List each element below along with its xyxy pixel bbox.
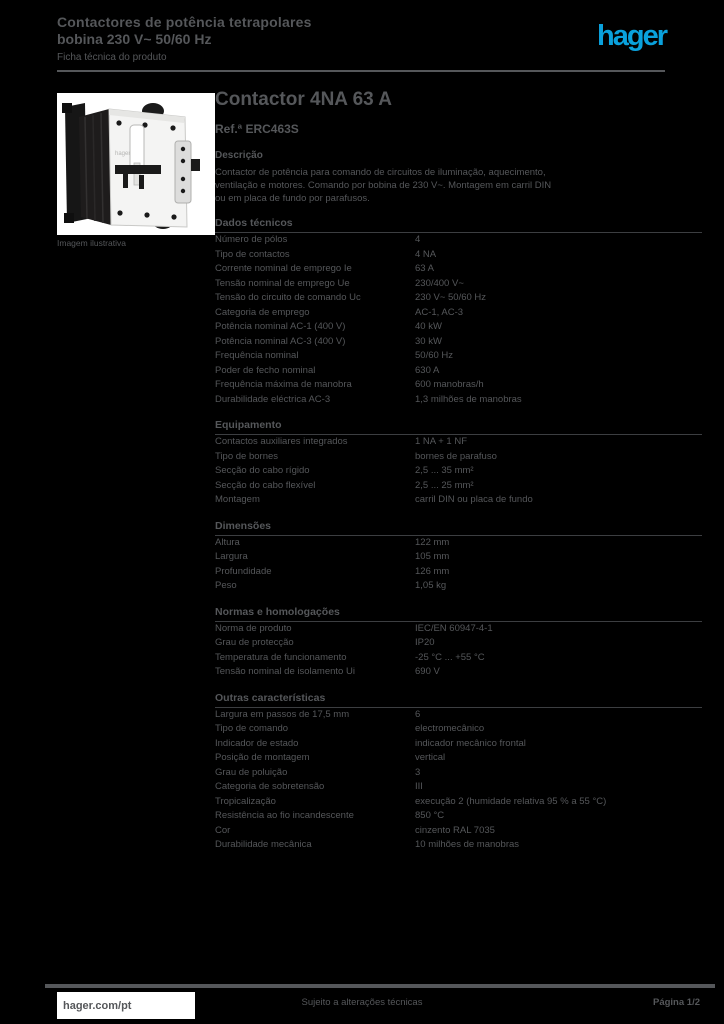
spec-label: Posição de montagem [215, 752, 310, 763]
spec-value: III [415, 781, 423, 792]
spec-label: Secção do cabo flexível [215, 479, 316, 491]
spec-value: 690 V [415, 666, 440, 677]
spec-row [215, 335, 702, 350]
spec-label: Profundidade [215, 565, 272, 577]
section-heading: Normas e homologações [215, 606, 702, 622]
spec-label: Frequência máxima de manobra [215, 379, 352, 390]
header-category-line2: bobina 230 V~ 50/60 Hz [57, 31, 212, 47]
header-divider [57, 70, 665, 72]
spec-row [215, 464, 702, 479]
spec-value: 122 mm [415, 536, 450, 548]
spec-value: 50/60 Hz [415, 350, 454, 361]
spec-row [215, 435, 702, 450]
contactor-image [57, 93, 215, 235]
spec-label: Tensão do circuito de comando Uc [215, 292, 361, 303]
spec-label: Resistência ao fio incandescente [215, 810, 354, 821]
spec-label: Temperatura de funcionamento [215, 651, 347, 663]
spec-row [215, 262, 702, 277]
spec-value: 1,3 milhões de manobras [415, 393, 522, 405]
spec-label: Tipo de contactos [215, 248, 290, 260]
spec-value: bornes de parafuso [415, 450, 497, 462]
spec-label: Secção do cabo rígido [215, 465, 310, 476]
spec-row [215, 766, 702, 781]
spec-row [215, 809, 702, 824]
spec-label: Categoria de emprego [215, 306, 310, 318]
footer-page-indicator: Página 1/2 [653, 997, 700, 1008]
product-photo [57, 93, 215, 235]
spec-row [215, 291, 702, 306]
spec-label: Tipo de comando [215, 723, 289, 734]
spec-row [215, 636, 702, 651]
spec-label: Potência nominal AC-3 (400 V) [215, 335, 346, 347]
description-heading: Descrição [215, 150, 263, 161]
spec-label: Corrente nominal de emprego Ie [215, 263, 352, 274]
description-line: ventilação e motores. Comando por bobina de 230 V~. Montagem em carril DIN [215, 180, 552, 191]
spec-label: Largura [215, 551, 248, 562]
spec-row [215, 780, 702, 795]
svg-text:hager: hager [115, 151, 131, 157]
footer-website-link[interactable]: hager.com/pt [63, 999, 132, 1012]
spec-label: Grau de protecção [215, 637, 294, 648]
spec-label: Tipo de bornes [215, 450, 279, 462]
main-content [215, 88, 702, 853]
spec-value: IP20 [415, 637, 435, 648]
spec-row [215, 479, 702, 494]
spec-row [215, 708, 702, 723]
spec-value: carril DIN ou placa de fundo [415, 494, 533, 505]
spec-value: 230/400 V~ [415, 277, 464, 289]
photo-caption: Imagem ilustrativa [57, 238, 126, 248]
spec-value: electromecânico [415, 723, 485, 734]
spec-row [215, 393, 702, 408]
spec-value: execução 2 (humidade relativa 95 % a 55 °C) [415, 795, 607, 807]
spec-value: 630 A [415, 364, 440, 376]
header-reference-line: Ficha técnica do produto [57, 52, 167, 63]
spec-label: Tropicalização [215, 795, 276, 807]
spec-value: 1 NA + 1 NF [415, 436, 468, 447]
spec-section [215, 217, 702, 407]
section-heading: Outras características [215, 692, 702, 708]
spec-value: 3 [415, 766, 421, 778]
spec-label: Potência nominal AC-1 (400 V) [215, 321, 346, 332]
spec-row [215, 795, 702, 810]
spec-value: 2,5 ... 25 mm² [415, 479, 474, 491]
spec-label: Número de pólos [215, 234, 288, 245]
spec-value: indicador mecânico frontal [415, 737, 526, 749]
spec-section [215, 692, 702, 853]
spec-row [215, 665, 702, 680]
product-title: Contactor 4NA 63 A [215, 89, 393, 110]
spec-label: Durabilidade mecânica [215, 839, 312, 850]
spec-label: Grau de poluição [215, 766, 288, 778]
spec-row [215, 737, 702, 752]
spec-value: 63 A [415, 263, 435, 274]
spec-row [215, 550, 702, 565]
spec-value: 40 kW [415, 321, 442, 332]
spec-row [215, 349, 702, 364]
spec-label: Tensão nominal de isolamento Ui [215, 666, 355, 677]
spec-label: Indicador de estado [215, 737, 299, 749]
section-heading: Dados técnicos [215, 217, 702, 233]
spec-value: 850 °C [415, 810, 445, 821]
spec-row [215, 824, 702, 839]
spec-label: Altura [215, 536, 240, 548]
spec-value: 600 manobras/h [415, 379, 484, 390]
spec-label: Montagem [215, 494, 260, 505]
spec-value: 4 NA [415, 248, 437, 260]
spec-value: 230 V~ 50/60 Hz [415, 292, 487, 303]
spec-row [215, 751, 702, 766]
spec-label: Frequência nominal [215, 350, 299, 361]
spec-label: Peso [215, 580, 237, 591]
spec-sections [215, 217, 702, 853]
spec-label: Norma de produto [215, 622, 292, 634]
spec-row [215, 565, 702, 580]
spec-label: Largura em passos de 17,5 mm [215, 708, 350, 720]
spec-value: 4 [415, 234, 421, 245]
spec-row [215, 622, 702, 637]
spec-value: 105 mm [415, 551, 450, 562]
spec-value: 6 [415, 708, 421, 720]
description-paragraph [215, 166, 702, 205]
spec-value: 10 milhões de manobras [415, 839, 520, 850]
spec-row [215, 277, 702, 292]
section-heading: Equipamento [215, 419, 702, 435]
description-line: ou em placa de fundo por parafusos. [215, 193, 370, 204]
description-line: Contactor de potência para comando de circuitos de iluminação, aquecimento, [215, 167, 546, 178]
spec-row [215, 364, 702, 379]
spec-value: cinzento RAL 7035 [415, 824, 495, 836]
spec-row [215, 536, 702, 551]
spec-section [215, 520, 702, 594]
spec-section [215, 419, 702, 508]
header [57, 14, 665, 63]
spec-row [215, 306, 702, 321]
spec-value: vertical [415, 752, 446, 763]
footer-note: Sujeito a alterações técnicas [301, 997, 423, 1008]
spec-row [215, 651, 702, 666]
header-category-line1: Contactores de potência tetrapolares [57, 14, 312, 30]
spec-value: 126 mm [415, 565, 450, 577]
product-reference: Ref.ª ERC463S [215, 122, 299, 136]
spec-row [215, 320, 702, 335]
spec-label: Durabilidade eléctrica AC-3 [215, 393, 331, 405]
spec-row [215, 722, 702, 737]
spec-label: Categoria de sobretensão [215, 781, 325, 792]
spec-value: 2,5 ... 35 mm² [415, 465, 474, 476]
spec-row [215, 493, 702, 508]
spec-row [215, 233, 702, 248]
spec-value: 30 kW [415, 335, 442, 347]
spec-label: Tensão nominal de emprego Ue [215, 277, 350, 289]
footer-divider [45, 984, 715, 988]
spec-value: IEC/EN 60947-4-1 [415, 622, 493, 634]
spec-section [215, 606, 702, 680]
section-heading: Dimensões [215, 520, 702, 536]
spec-label: Poder de fecho nominal [215, 364, 316, 376]
spec-row [215, 378, 702, 393]
spec-row [215, 248, 702, 263]
spec-label: Contactos auxiliares integrados [215, 436, 348, 447]
spec-label: Cor [215, 824, 231, 836]
spec-value: -25 °C ... +55 °C [415, 651, 485, 663]
hager-logo: hager [597, 20, 666, 52]
spec-row [215, 838, 702, 853]
spec-value: AC-1, AC-3 [415, 306, 464, 318]
spec-row [215, 579, 702, 594]
spec-value: 1,05 kg [415, 580, 447, 591]
spec-row [215, 450, 702, 465]
